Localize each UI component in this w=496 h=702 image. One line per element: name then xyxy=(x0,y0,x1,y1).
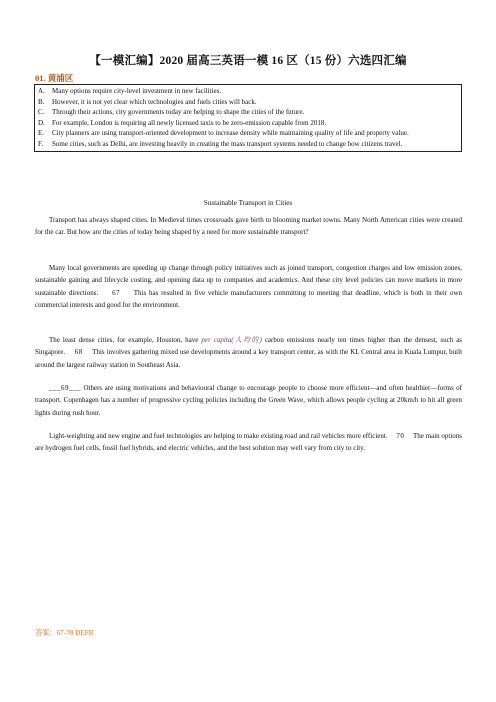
blank-67: 67 xyxy=(112,288,121,297)
paragraph-2 xyxy=(35,262,462,312)
paragraph-1 xyxy=(35,214,462,239)
blank-69: ___69___ xyxy=(49,384,81,392)
answer-key: 答案：67-70 DEFB xyxy=(35,629,94,637)
paragraph-text: The least dense cities, for example, Houston, have xyxy=(49,336,199,344)
paragraph-3 xyxy=(35,334,462,371)
paragraph-text: carbon emissions nearly ten times higher than the densest, such as Singapore. xyxy=(35,336,463,357)
paragraph-text: Others are using motivations and behavioural change to encourage people to choose more efficient—and often healthier—forms of transport. Copenhagen has a number of progressive cycling policies including the Green Wave, which allows people cycling at 20km/h to hit all green lights during rush hour. xyxy=(35,384,463,417)
article-title: Sustainable Transport in Cities xyxy=(203,199,293,207)
option-text: However, it is not yet clear which technologies and fuels cities will back. xyxy=(52,97,257,106)
option-f xyxy=(38,139,458,150)
option-text: For example, London is requiring all newly licensed taxis to be zero-emission capable from 2018. xyxy=(52,118,327,127)
option-a xyxy=(38,86,458,97)
option-letter: B. xyxy=(38,97,45,106)
paragraph-5 xyxy=(35,430,462,455)
option-text: Through their actions, city governments today are helping to shape the cities of the future. xyxy=(52,108,305,116)
option-text: Many options require city-level investment in new facilities. xyxy=(52,87,222,95)
paragraph-text: The main options are hydrogen fuel cells, fossil fuel hybrids, and electric vehicles, and the best solution may well vary from city to city. xyxy=(35,432,463,453)
blank-68: 68 xyxy=(74,348,83,357)
option-letter: F. xyxy=(38,139,44,148)
paragraph-text: This involves gathering mixed use developments around a key transport center, as with the KL Central area in Kuala Lumpur, built around the largest railway station in Southeast Asia. xyxy=(35,348,463,369)
option-letter: A. xyxy=(38,87,45,95)
paragraph-text: This has resulted in five vehicle manufacturers committing to meeting that deadline, which is both in their own commercial interests and good for the environment. xyxy=(35,288,463,310)
per-capita-note: per capita(人均的) xyxy=(201,336,262,344)
option-letter: D. xyxy=(38,118,45,127)
paragraph-text: Light-weighting and new engine and fuel technologies are helping to make existing road and rail vehicles more efficient. xyxy=(49,432,388,440)
blank-70: 70 xyxy=(396,432,405,440)
option-e xyxy=(38,128,458,139)
options-box xyxy=(34,84,462,152)
page-title: 【一模汇编】2020 届高三英语一模 16 区（15 份）六选四汇编 xyxy=(89,55,407,67)
paragraph-4 xyxy=(35,382,462,419)
option-letter: C. xyxy=(38,108,45,116)
section-label: 01. 黄浦区 xyxy=(35,73,74,83)
option-b xyxy=(38,97,458,108)
option-c xyxy=(38,107,458,118)
paragraph-text: Transport has always shaped cities. In Medieval times crossroads gave birth to blooming market towns. Many North American cities were created for the car. But how are the cities of today being shaped by a need for more sustainable transport? xyxy=(35,216,462,237)
option-letter: E. xyxy=(38,129,45,137)
option-d xyxy=(38,118,458,129)
option-text: Some cities, such as Delhi, are investing heavily in creating the mass transport systems needed to change how citizens travel. xyxy=(52,139,403,148)
option-text: City planners are using transport-oriented development to increase density while maintaining quality of life and property value. xyxy=(52,129,409,137)
paragraph-text: Many local governments are speeding up change through policy initiatives such as joined transport, congestion charges and low emission zones, sustainable gaining and lifecycle costing, and opening data up to companies and academics. And these city level policies can move markets in more sustainable directions. xyxy=(35,264,462,297)
